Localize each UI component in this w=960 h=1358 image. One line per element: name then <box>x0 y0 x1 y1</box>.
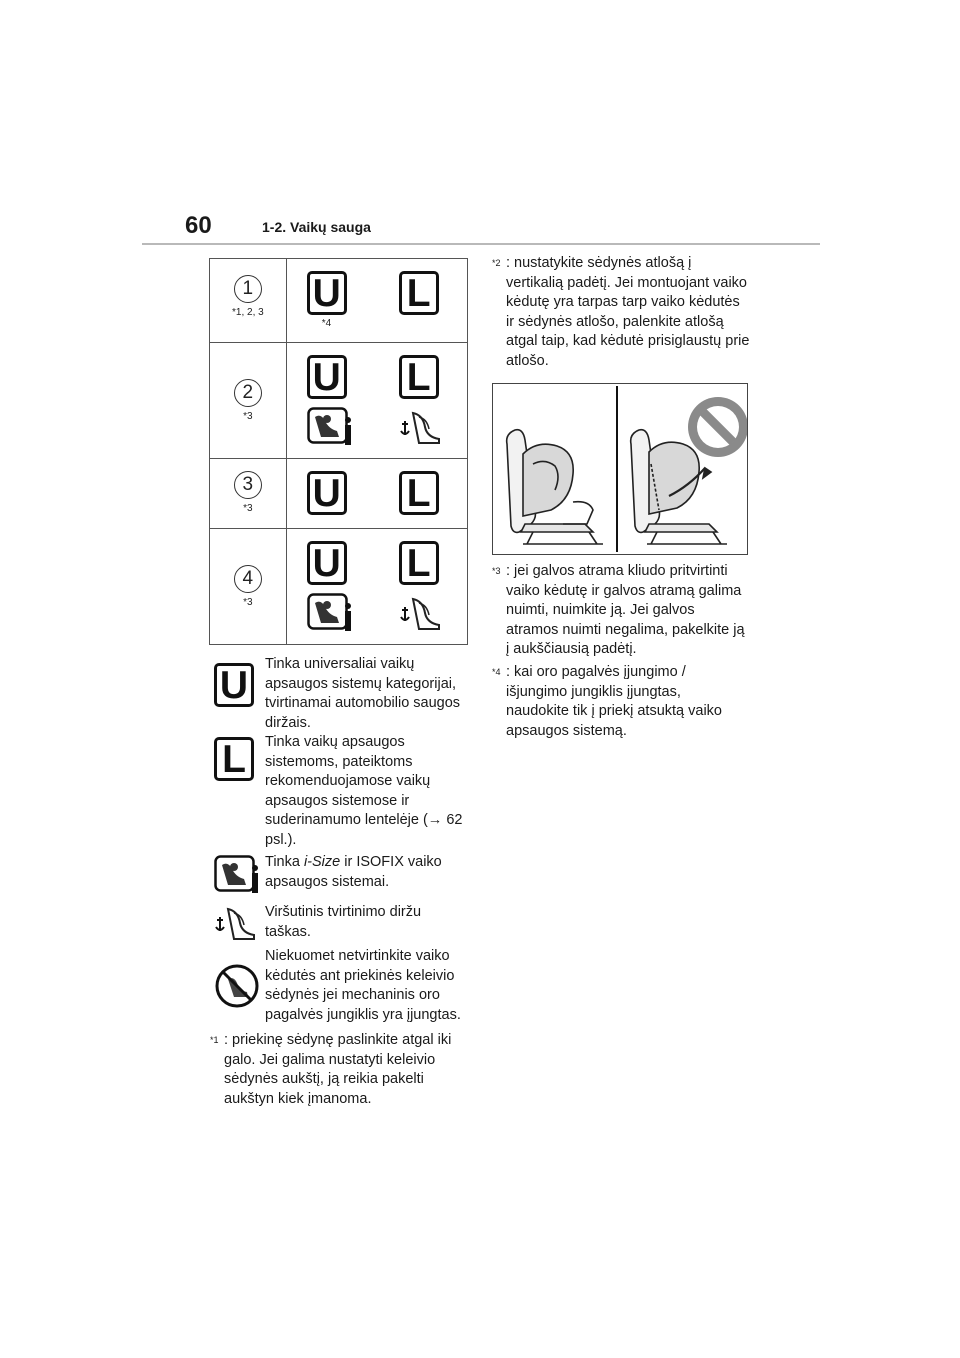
prohibited-icon <box>688 397 747 457</box>
seat-note: *1, 2, 3 <box>232 307 264 318</box>
suitability-icons-cell <box>286 259 467 343</box>
seat-number-badge: 1 <box>234 275 262 303</box>
universal-u-icon: U <box>214 663 254 707</box>
legend-item-universal <box>214 655 466 735</box>
top-tether-anchor-icon <box>214 903 260 948</box>
seat-number-badge: 3 <box>234 471 262 499</box>
top-tether-anchor-icon <box>399 593 445 638</box>
footnote-marker: *4 <box>492 667 501 677</box>
icon-note: *4 <box>321 318 332 329</box>
universal-u-icon: U <box>307 541 347 585</box>
seat-number-badge: 2 <box>234 379 262 407</box>
seat-number-cell <box>210 259 287 343</box>
correct-installation-illustration <box>507 430 603 544</box>
footnote-text: : nustatykite sėdynės atlošą į vertikalią padėtį. Jei montuojant vaiko kėdutę yra tarpas tarp vaiko kėdutės ir sėdynės atlošo, palenkite atlošą atgal taip, kad kėdutė prisiglaustų prie atlošo. <box>506 255 750 369</box>
footnote-marker: *3 <box>492 566 501 576</box>
seat-number-cell <box>210 529 287 645</box>
l-suitable-icon: L <box>399 471 439 515</box>
seat-number-badge: 4 <box>234 565 262 593</box>
top-tether-anchor-icon <box>399 407 445 452</box>
seat-number-cell <box>210 459 287 529</box>
footnote-marker: *2 <box>492 258 501 268</box>
seat-installation-figure <box>492 383 748 555</box>
isofix-seat-icon <box>307 407 353 452</box>
isofix-seat-icon <box>214 853 260 902</box>
l-suitable-icon: L <box>399 271 439 315</box>
legend-text: Tinka i-Size ir ISOFIX vaiko apsaugos sistemai. <box>265 854 442 890</box>
seat-note: *3 <box>243 411 253 422</box>
header-rule <box>142 243 820 245</box>
table-row <box>210 343 468 459</box>
isofix-seat-icon <box>307 593 353 638</box>
seat-note: *3 <box>243 503 253 514</box>
l-suitable-icon: L <box>214 737 254 781</box>
legend-text: Tinka vaikų apsaugos sistemoms, pateiktoms rekomenduojamose vaikų apsaugos sistemose ir suderinamumo lentelėje (→ 62 psl.). <box>265 734 463 848</box>
l-suitable-icon: L <box>399 541 439 585</box>
seat-number-cell <box>210 343 287 459</box>
footnote-text: : kai oro pagalvės įjungimo / išjungimo jungiklis įjungtas, naudokite tik į priekį atsuktą vaiko apsaugos sistemą. <box>506 664 722 739</box>
seat-note: *3 <box>243 597 253 608</box>
footnote-3 <box>492 562 752 662</box>
prohibited-seat-icon <box>214 963 260 1014</box>
legend-text: Viršutinis tvirtinimo diržu taškas. <box>265 904 422 940</box>
seat-position-table <box>209 258 468 645</box>
universal-u-icon: U <box>307 471 347 515</box>
footnote-text: : jei galvos atrama kliudo pritvirtinti vaiko kėdutę ir galvos atramą galima nuimti, nuimkite ją. Jei galvos atramos nuimti negalima, pakelkite ją į aukščiausią padėtį. <box>506 563 745 657</box>
legend-text: Tinka universaliai vaikų apsaugos sistemų kategorijai, tvirtinamai automobilio saugos diržais. <box>265 656 461 731</box>
suitability-icons-cell <box>286 343 467 459</box>
legend-item-tether <box>214 903 466 947</box>
footnote-1 <box>210 1031 472 1111</box>
legend-item-isofix <box>214 853 466 897</box>
table-row <box>210 459 468 529</box>
l-suitable-icon: L <box>399 355 439 399</box>
footnote-2 <box>492 254 752 374</box>
universal-u-icon: U <box>307 355 347 399</box>
section-title: 1-2. Vaikų sauga <box>262 219 371 235</box>
universal-u-icon: U <box>307 271 347 315</box>
legend-text: Niekuomet netvirtinkite vaiko kėdutės ant priekinės keleivio sėdynės jei mechaninis oro pagalvės jungiklis yra įjungtas. <box>265 948 461 1023</box>
suitability-icons-cell <box>286 459 467 529</box>
footnote-text: : priekinę sėdynę paslinkite atgal iki galo. Jei galima nustatyti keleivio sėdynės aukštį, ją reikia pakelti aukštyn kiek įmanoma. <box>224 1032 452 1107</box>
footnote-marker: *1 <box>210 1035 219 1045</box>
table-row <box>210 259 468 343</box>
legend-item-prohibited <box>214 947 466 1027</box>
table-row <box>210 529 468 645</box>
legend-item-l <box>214 733 466 851</box>
footnote-4 <box>492 663 752 743</box>
suitability-icons-cell <box>286 529 467 645</box>
page-number: 60 <box>185 212 212 239</box>
